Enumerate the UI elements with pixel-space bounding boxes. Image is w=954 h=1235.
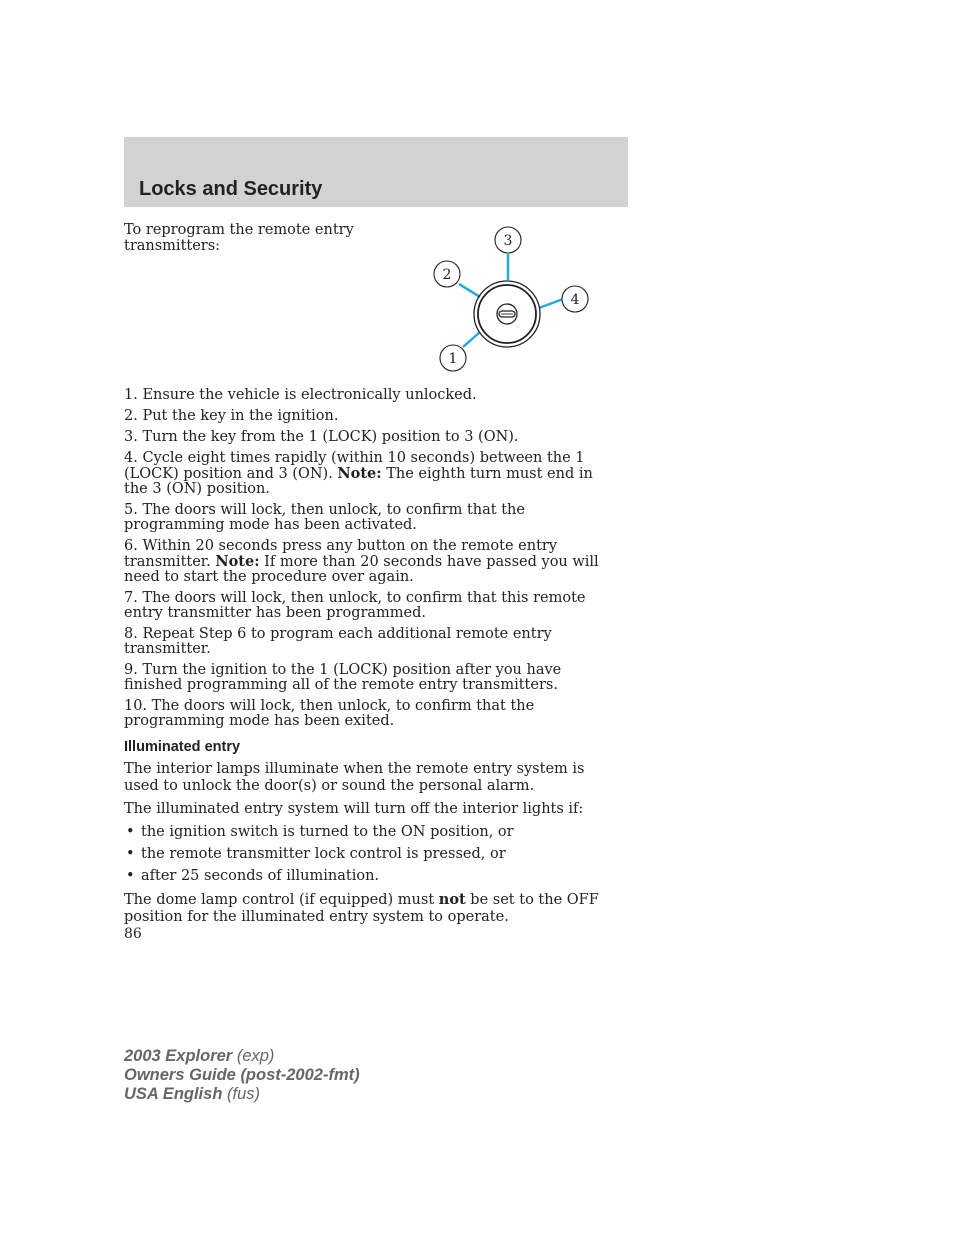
step-6-note-label: Note: — [215, 553, 260, 570]
list-item: • after 25 seconds of illumination. — [124, 868, 616, 885]
illuminated-bullet-list — [124, 824, 616, 885]
footer-language-code: (fus) — [222, 1085, 260, 1103]
step-4-note-text: The eighth turn must end in the 3 (ON) position. — [124, 466, 593, 497]
illuminated-entry-heading: Illuminated entry — [124, 739, 241, 755]
step-5: 5. The doors will lock, then unlock, to confirm that the programming mode has been activated. — [124, 502, 525, 533]
step-9: 9. Turn the ignition to the 1 (LOCK) position after you have finished programming all of the remote entry transmitters. — [124, 662, 562, 693]
section-title: Locks and Security — [139, 178, 323, 200]
step-4-text: 4. Cycle eight times rapidly (within 10 seconds) between the 1 (LOCK) position and 3 (ON). — [124, 450, 585, 482]
section-header — [124, 137, 628, 207]
callout-4-label: 4 — [570, 292, 580, 308]
para-3-text-a: The dome lamp control (if equipped) must — [124, 892, 439, 908]
line-1 — [463, 332, 480, 347]
para-3-emphasis: not — [438, 891, 466, 908]
step-4-note-label: Note: — [337, 465, 382, 482]
step-6-note-text: If more than 20 seconds have passed you will need to start the procedure over again. — [124, 554, 599, 585]
step-1: 1. Ensure the vehicle is electronically unlocked. — [124, 387, 477, 403]
ignition-diagram — [420, 222, 600, 372]
body-text — [124, 388, 616, 932]
list-item: • the ignition switch is turned to the ON position, or — [124, 824, 616, 841]
illuminated-para-3 — [124, 891, 616, 926]
step-2: 2. Put the key in the ignition. — [124, 408, 339, 424]
para-3-text-b: be set to the OFF position for the illuminated entry system to operate. — [124, 892, 599, 925]
footer-line-3 — [124, 1085, 360, 1104]
step-6 — [124, 539, 616, 585]
line-4 — [539, 299, 563, 308]
ignition-switch-illustration — [420, 222, 600, 372]
footer-model: 2003 Explorer — [124, 1047, 233, 1065]
callout-3-label: 3 — [503, 233, 513, 249]
callout-1-label: 1 — [448, 351, 458, 367]
step-8: 8. Repeat Step 6 to program each additional remote entry transmitter. — [124, 626, 552, 657]
footer-line-1 — [124, 1047, 360, 1066]
footer-guide: Owners Guide (post-2002-fmt) — [124, 1066, 360, 1084]
intro-text: To reprogram the remote entry transmitters: — [124, 222, 354, 254]
callout-2-label: 2 — [442, 267, 452, 283]
list-item: • the remote transmitter lock control is pressed, or — [124, 846, 616, 863]
step-3: 3. Turn the key from the 1 (LOCK) position to 3 (ON). — [124, 429, 519, 445]
footer-language: USA English — [124, 1085, 223, 1103]
illuminated-para-1: The interior lamps illuminate when the remote entry system is used to unlock the door(s) or sound the personal alarm. — [124, 761, 585, 794]
page-number: 86 — [124, 926, 142, 942]
step-7: 7. The doors will lock, then unlock, to confirm that this remote entry transmitter has been programmed. — [124, 590, 586, 621]
step-6-text: 6. Within 20 seconds press any button on the remote entry transmitter. — [124, 538, 558, 570]
document-footer — [124, 1047, 360, 1104]
step-4 — [124, 451, 616, 497]
step-10: 10. The doors will lock, then unlock, to confirm that the programming mode has been exited. — [124, 698, 535, 729]
footer-line-2 — [124, 1066, 360, 1085]
illuminated-para-2: The illuminated entry system will turn off the interior lights if: — [124, 801, 584, 817]
line-2 — [459, 284, 480, 297]
footer-model-code: (exp) — [232, 1047, 275, 1065]
